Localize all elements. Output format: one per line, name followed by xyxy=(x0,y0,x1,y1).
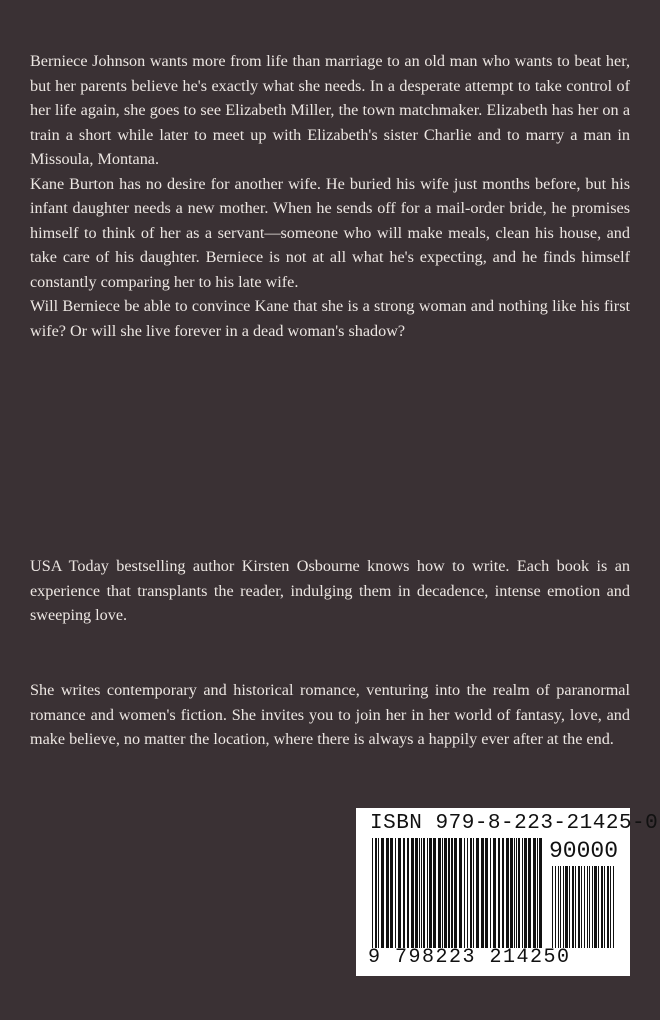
barcode-bar xyxy=(444,838,447,948)
barcode-bar xyxy=(476,838,479,948)
barcode-bar xyxy=(372,838,373,948)
barcode-bar xyxy=(539,838,542,948)
barcode-bar xyxy=(589,866,590,948)
author-praise: USA Today bestselling author Kirsten Osbourne knows how to write. Each book is an experience that transplants the reader, indulging them in decadence, intense emotion and sweeping love. xyxy=(30,557,630,624)
barcode-bar xyxy=(613,866,614,948)
barcode-bar xyxy=(522,838,523,948)
blurb-paragraph-1: Berniece Johnson wants more from life than marriage to an old man who wants to beat her, but her parents believe he's exactly what she needs. In a desperate attempt to take control of her life again, she goes to see Elizabeth Miller, the town matchmaker. Elizabeth has her on a train a short while later to meet up with Elizabeth's sister Charlie and to marry a man in Missoula, Montana. xyxy=(30,52,630,168)
barcode-bar xyxy=(604,866,605,948)
barcode-bar xyxy=(560,866,561,948)
barcode-bar xyxy=(607,866,609,948)
barcode-bar xyxy=(578,866,580,948)
barcode-bar xyxy=(403,838,405,948)
barcode-bar xyxy=(498,838,500,948)
barcode-bar xyxy=(451,838,453,948)
barcode-bar xyxy=(516,838,517,948)
barcode-bar xyxy=(572,866,574,948)
barcode-bar xyxy=(528,838,531,948)
barcode-bar xyxy=(493,838,496,948)
barcode-bar xyxy=(601,866,603,948)
barcode-bar xyxy=(381,838,384,948)
barcode-bar xyxy=(490,838,491,948)
blurb-paragraph-2: Kane Burton has no desire for another wife. He buried his wife just months before, but his infant daughter needs a new mother. When he sends off for a mail-order bride, he promises himself to think of her as a servant—someone who will make meals, clean his house, and take care of his daughter. Berniece is not at all what he's expecting, and he finds himself constantly comparing her to his late wife. xyxy=(30,174,630,291)
isbn-barcode xyxy=(356,808,659,976)
isbn-label: ISBN 979-8-223-21425-0 xyxy=(370,812,659,835)
barcode-bar xyxy=(433,838,436,948)
barcode-bar xyxy=(454,838,457,948)
barcode-bar xyxy=(386,838,389,948)
barcode-bar xyxy=(575,866,576,948)
barcode-bar xyxy=(514,838,515,948)
barcode-bar xyxy=(467,838,468,948)
barcode-bar xyxy=(510,838,513,948)
barcode-bar xyxy=(407,838,409,948)
barcode-bar xyxy=(533,838,536,948)
barcode-bar xyxy=(375,838,377,948)
barcode-bar xyxy=(459,838,462,948)
barcode-bar xyxy=(555,866,556,948)
barcode-bar xyxy=(594,866,597,948)
barcode-bar xyxy=(427,838,428,948)
barcode-bar xyxy=(552,866,553,948)
barcode-bar xyxy=(464,838,465,948)
barcode-bar xyxy=(598,866,599,948)
barcode-bar xyxy=(581,866,582,948)
barcode-bar xyxy=(429,838,432,948)
barcode-bar xyxy=(438,838,441,948)
barcode-bar xyxy=(563,866,564,948)
ean13-bars xyxy=(372,838,544,948)
barcode-bar xyxy=(470,838,472,948)
barcode-bar xyxy=(502,838,504,948)
barcode-bar xyxy=(592,866,593,948)
barcode-bar xyxy=(506,838,509,948)
barcode-bar xyxy=(518,838,520,948)
barcode-bar xyxy=(442,838,443,948)
ean-digits: 9 798223 214250 xyxy=(368,946,571,969)
barcode-bar xyxy=(537,838,538,948)
barcode-bar xyxy=(584,866,585,948)
barcode-bar xyxy=(423,838,425,948)
barcode-bar xyxy=(610,866,611,948)
barcode-bar xyxy=(419,838,420,948)
barcode-bar xyxy=(390,838,393,948)
barcode-bar xyxy=(378,838,379,948)
barcode-bar xyxy=(415,838,418,948)
barcode-bar xyxy=(587,866,588,948)
barcode-bar xyxy=(398,838,401,948)
barcode-bar xyxy=(473,838,474,948)
barcode-bar xyxy=(411,838,414,948)
barcode-bar xyxy=(524,838,527,948)
book-blurb xyxy=(30,49,630,343)
barcode-bar xyxy=(421,838,422,948)
barcode-bar xyxy=(485,838,488,948)
barcode-bar xyxy=(395,838,396,948)
author-about: She writes contemporary and historical romance, venturing into the realm of paranormal romance and women's fiction. She invites you to join her in her world of fantasy, love, and make believe, no matter the location, where there is always a happily ever after at the end. xyxy=(30,681,630,748)
barcode-bar xyxy=(481,838,484,948)
barcode-bar xyxy=(565,866,568,948)
barcode-bar xyxy=(448,838,450,948)
barcode-bar xyxy=(569,866,570,948)
price-addon-bars xyxy=(552,866,618,948)
blurb-paragraph-3: Will Berniece be able to convince Kane that she is a strong woman and nothing like his first wife? Or will she live forever in a dead woman's shadow? xyxy=(30,297,630,340)
price-code: 90000 xyxy=(548,838,618,864)
barcode-bar xyxy=(558,866,559,948)
